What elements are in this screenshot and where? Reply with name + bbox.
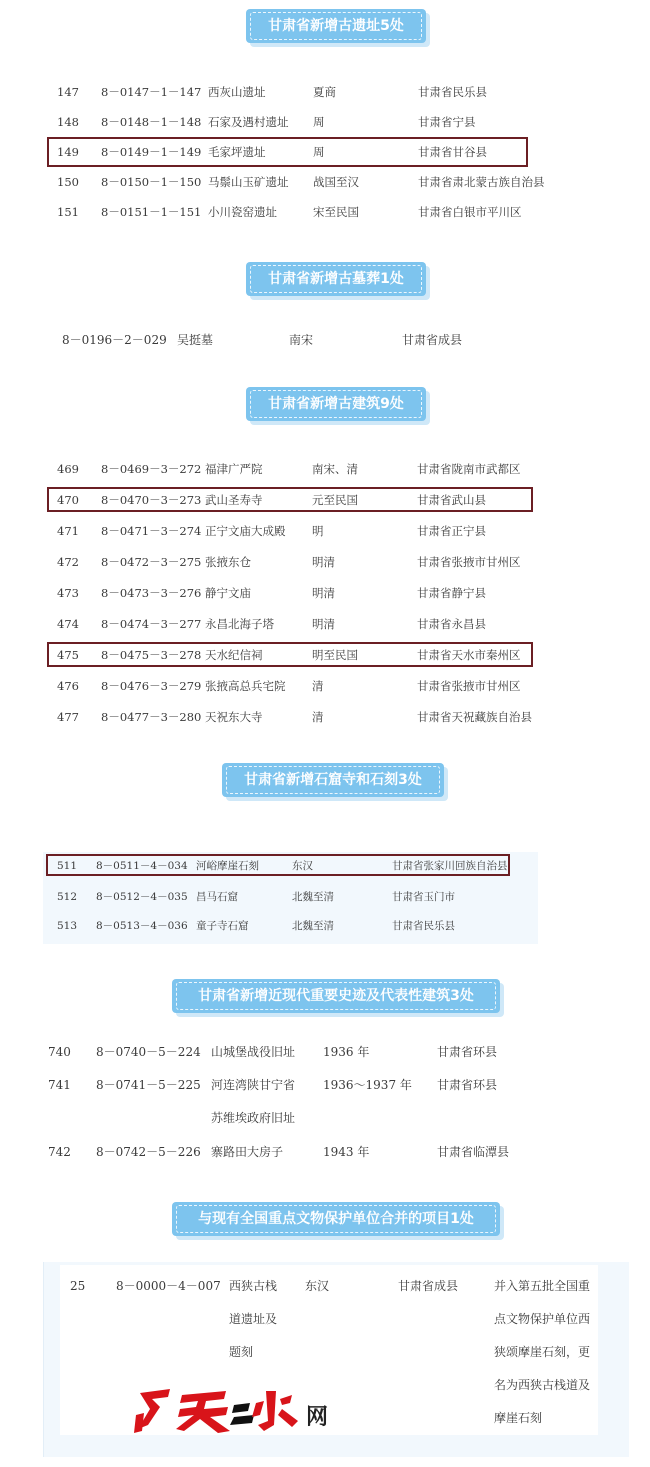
row-number: 470	[57, 493, 79, 507]
row-era: 宋至民国	[313, 205, 359, 219]
row-number: 474	[57, 617, 79, 631]
row-number: 25	[70, 1279, 86, 1293]
row-number: 511	[57, 860, 78, 872]
table-row	[0, 702, 650, 732]
table-row	[0, 485, 650, 515]
row-code: 8－0147－1－147	[101, 85, 202, 99]
row-era: 北魏至清	[292, 920, 334, 932]
row-note-line: 并入第五批全国重	[494, 1279, 591, 1293]
table-row	[0, 197, 650, 227]
row-location: 甘肃省环县	[437, 1078, 498, 1092]
table-row	[0, 578, 650, 608]
row-name: 武山圣寿寺	[205, 493, 263, 507]
row-era: 东汉	[305, 1279, 330, 1293]
row-code: 8－0149－1－149	[101, 145, 202, 159]
row-name: 河峪摩崖石刻	[196, 860, 259, 872]
row-location: 甘肃省静宁县	[417, 586, 486, 600]
table-row	[0, 851, 650, 881]
row-number: 472	[57, 555, 79, 569]
row-location: 甘肃省永昌县	[417, 617, 486, 631]
row-era: 1943 年	[323, 1145, 370, 1159]
row-code: 8－0477－3－280	[101, 710, 202, 724]
row-number: 512	[57, 891, 78, 903]
section-banner-grottoes: 甘肃省新增石窟寺和石刻3处	[222, 763, 444, 797]
row-code: 8－0471－3－274	[101, 524, 202, 538]
row-name: 马鬃山玉矿遗址	[208, 175, 289, 189]
row-code: 8－0196－2－029	[62, 333, 167, 347]
row-code: 8－0513－4－036	[96, 920, 188, 932]
row-location: 甘肃省成县	[398, 1279, 459, 1293]
row-era: 明清	[312, 555, 335, 569]
row-location: 甘肃省张掖市甘州区	[417, 679, 521, 693]
row-code: 8－0742－5－226	[96, 1145, 201, 1159]
row-code: 8－0476－3－279	[101, 679, 202, 693]
row-code: 8－0740－5－224	[96, 1045, 201, 1059]
row-era: 元至民国	[312, 493, 358, 507]
row-name: 静宁文庙	[205, 586, 251, 600]
table-row	[0, 454, 650, 484]
row-era: 北魏至清	[292, 891, 334, 903]
row-code: 8－0475－3－278	[101, 648, 202, 662]
row-name: 永昌北海子塔	[205, 617, 274, 631]
table-row	[0, 137, 650, 167]
row-code: 8－0470－3－273	[101, 493, 202, 507]
row-code: 8－0741－5－225	[96, 1078, 201, 1092]
row-name: 毛家坪遗址	[208, 145, 266, 159]
row-location: 甘肃省天祝藏族自治县	[417, 710, 532, 724]
row-era: 南宋	[289, 333, 314, 347]
row-location: 甘肃省张家川回族自治县	[392, 860, 508, 872]
table-row	[0, 609, 650, 639]
row-name: 张掖东仓	[205, 555, 251, 569]
row-number: 475	[57, 648, 79, 662]
row-name: 石家及遇村遗址	[208, 115, 289, 129]
row-location: 甘肃省玉门市	[392, 891, 455, 903]
row-era: 南宋、清	[312, 462, 358, 476]
row-location: 甘肃省肃北蒙古族自治县	[418, 175, 545, 189]
row-era: 夏商	[313, 85, 336, 99]
row-number: 740	[48, 1045, 71, 1059]
row-code: 8－0474－3－277	[101, 617, 202, 631]
row-location: 甘肃省环县	[437, 1045, 498, 1059]
row-era: 明清	[312, 586, 335, 600]
row-number: 476	[57, 679, 79, 693]
row-code: 8－0000－4－007	[116, 1279, 221, 1293]
row-name: 张掖高总兵宅院	[205, 679, 286, 693]
row-location: 甘肃省正宁县	[417, 524, 486, 538]
row-code: 8－0150－1－150	[101, 175, 202, 189]
row-name-line: 道遗址及	[229, 1312, 278, 1326]
table-row	[0, 516, 650, 546]
row-number: 469	[57, 462, 79, 476]
row-number: 741	[48, 1078, 71, 1092]
row-note-line: 狭颂摩崖石刻，更	[494, 1345, 591, 1359]
table-row	[0, 671, 650, 701]
site-logo-text: 网	[306, 1405, 329, 1430]
row-era: 周	[313, 145, 325, 159]
row-era: 明	[312, 524, 324, 538]
table-row	[0, 547, 650, 577]
table-row	[0, 325, 650, 355]
row-note-line: 点文物保护单位西	[494, 1312, 591, 1326]
row-number: 513	[57, 920, 78, 932]
row-name: 河连湾陕甘宁省	[211, 1078, 296, 1092]
row-location: 甘肃省武山县	[417, 493, 486, 507]
section-banner-tombs: 甘肃省新增古墓葬1处	[246, 262, 426, 296]
row-code: 8－0148－1－148	[101, 115, 202, 129]
row-era: 明至民国	[312, 648, 358, 662]
row-name: 西灰山遗址	[208, 85, 266, 99]
row-code: 8－0472－3－275	[101, 555, 202, 569]
section-banner-merged: 与现有全国重点文物保护单位合并的项目1处	[172, 1202, 500, 1236]
row-number: 473	[57, 586, 79, 600]
table-row	[0, 167, 650, 197]
row-name: 童子寺石窟	[196, 920, 249, 932]
row-name: 天水纪信祠	[205, 648, 263, 662]
row-location: 甘肃省民乐县	[418, 85, 487, 99]
row-number: 150	[57, 175, 79, 189]
row-number: 471	[57, 524, 79, 538]
row-number: 742	[48, 1145, 71, 1159]
row-name: 山城堡战役旧址	[211, 1045, 296, 1059]
row-name-line2: 苏维埃政府旧址	[211, 1111, 296, 1125]
row-era: 周	[313, 115, 325, 129]
row-location: 甘肃省天水市秦州区	[417, 648, 521, 662]
table-row	[0, 640, 650, 670]
row-number: 148	[57, 115, 79, 129]
row-location: 甘肃省宁县	[418, 115, 476, 129]
row-location: 甘肃省张掖市甘州区	[417, 555, 521, 569]
section-banner-sites: 甘肃省新增古遗址5处	[246, 9, 426, 43]
row-code: 8－0469－3－272	[101, 462, 202, 476]
section-banner-buildings: 甘肃省新增古建筑9处	[246, 387, 426, 421]
row-number: 151	[57, 205, 79, 219]
table-row	[0, 77, 650, 107]
row-era: 明清	[312, 617, 335, 631]
row-name: 昌马石窟	[196, 891, 238, 903]
row-code: 8－0151－1－151	[101, 205, 202, 219]
row-code: 8－0473－3－276	[101, 586, 202, 600]
row-note-line: 摩崖石刻	[494, 1411, 543, 1425]
table-row	[0, 882, 650, 912]
row-location: 甘肃省临潭县	[437, 1145, 510, 1159]
row-name: 福津广严院	[205, 462, 263, 476]
table-row	[0, 107, 650, 137]
row-number: 477	[57, 710, 79, 724]
row-location: 甘肃省成县	[402, 333, 463, 347]
section-banner-modern: 甘肃省新增近现代重要史迹及代表性建筑3处	[172, 979, 500, 1013]
row-name-line: 题刻	[229, 1345, 254, 1359]
row-code: 8－0512－4－035	[96, 891, 188, 903]
row-note-line: 名为西狭古栈道及	[494, 1378, 591, 1392]
row-name: 天祝东大寺	[205, 710, 263, 724]
row-era: 1936～1937 年	[323, 1078, 412, 1092]
row-name: 寨路田大房子	[211, 1145, 284, 1159]
row-era: 清	[312, 679, 324, 693]
row-era: 东汉	[292, 860, 313, 872]
row-location: 甘肃省甘谷县	[418, 145, 487, 159]
row-location: 甘肃省民乐县	[392, 920, 455, 932]
row-location: 甘肃省白银市平川区	[418, 205, 522, 219]
row-number: 147	[57, 85, 79, 99]
row-name-line: 西狭古栈	[229, 1279, 278, 1293]
row-code: 8－0511－4－034	[96, 860, 188, 872]
row-name: 正宁文庙大成殿	[205, 524, 286, 538]
row-era: 1936 年	[323, 1045, 370, 1059]
row-location: 甘肃省陇南市武都区	[417, 462, 521, 476]
row-number: 149	[57, 145, 79, 159]
table-row	[0, 911, 650, 941]
row-era: 清	[312, 710, 324, 724]
row-name: 小川瓷窑遗址	[208, 205, 277, 219]
row-era: 战国至汉	[313, 175, 359, 189]
row-name: 吴挺墓	[177, 333, 214, 347]
